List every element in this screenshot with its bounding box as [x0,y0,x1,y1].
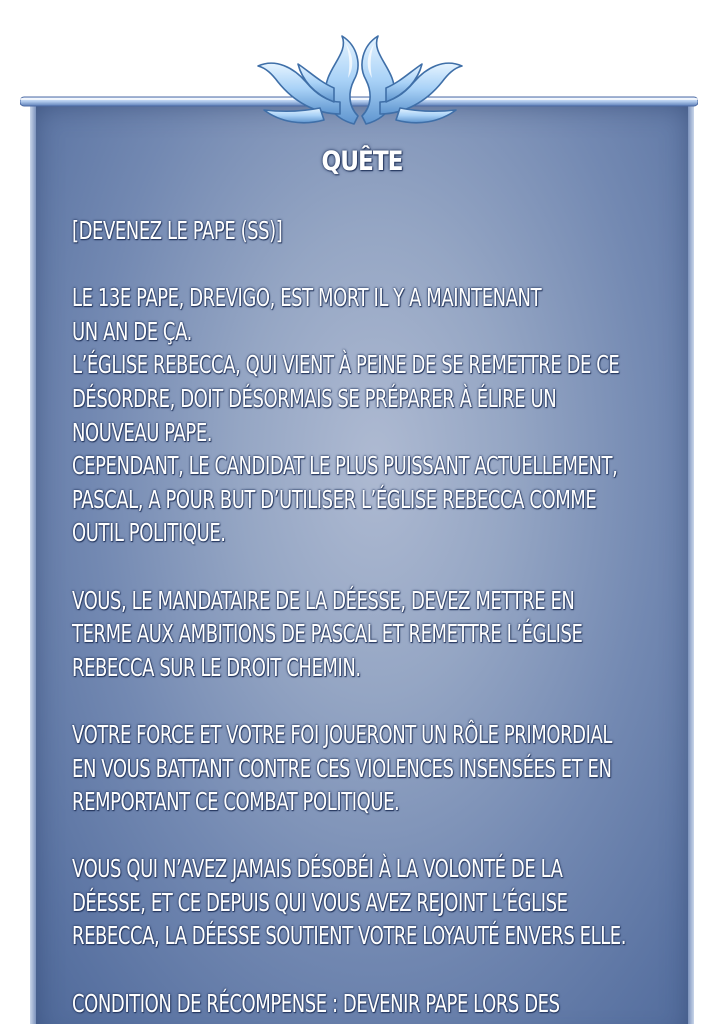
quest-text-line: L’ÉGLISE REBECCA, QUI VIENT À PEINE DE SE REMETTRE DE CE [72,350,620,380]
quest-text-line: VOUS QUI N’AVEZ JAMAIS DÉSOBÉI À LA VOLONTÉ DE LA [72,854,563,884]
quest-text-line: VOUS, LE MANDATAIRE DE LA DÉESSE, DEVEZ METTRE EN [72,585,575,615]
spacer [72,819,533,853]
panel-right-edge [688,104,694,1024]
quest-text-line: EN VOUS BATTANT CONTRE CES VIOLENCES INSENSÉES ET EN [72,753,612,783]
quest-text-line: LE 13E PAPE, DREVIGO, EST MORT IL Y A MAINTENANT [72,283,542,313]
quest-text-line: UN AN DE ÇA. [72,316,192,346]
spacer [72,684,533,718]
quest-text-line: DÉSORDRE, DOIT DÉSORMAIS SE PRÉPARER À ÉLIRE UN [72,383,557,413]
quest-text-line: NOUVEAU PAPE. [72,417,213,447]
quest-heading: QUÊTE [321,146,403,177]
spacer [72,248,533,282]
quest-name: [DEVENEZ LE PAPE (SS)] [72,216,283,245]
quest-text-line: REMPORTANT CE COMBAT POLITIQUE. [72,787,400,817]
quest-text-line: OUTIL POLITIQUE. [72,518,226,548]
winged-crest-ornament-icon [236,28,484,132]
quest-text-line: REBECCA SUR LE DROIT CHEMIN. [72,652,361,682]
spacer [72,550,533,584]
spacer [72,953,533,987]
quest-text-line: CEPENDANT, LE CANDIDAT LE PLUS PUISSANT ACTUELLEMENT, [72,451,618,481]
quest-reward-condition: CONDITION DE RÉCOMPENSE : DEVENIR PAPE LORS DES [72,988,560,1018]
quest-text-line: PASCAL, A POUR BUT D’UTILISER L’ÉGLISE REBECCA COMME [72,484,597,514]
quest-text-line: REBECCA, LA DÉESSE SOUTIENT VOTRE LOYAUTÉ ENVERS ELLE. [72,921,627,951]
quest-text-line: VOTRE FORCE ET VOTRE FOI JOUERONT UN RÔLE PRIMORDIAL [72,719,612,749]
quest-text-line: DÉESSE, ET CE DEPUIS QUI VOUS AVEZ REJOINT L’ÉGLISE [72,887,568,917]
panel-left-edge [30,104,36,1024]
quest-body [72,214,627,1020]
quest-text-line: TERME AUX AMBITIONS DE PASCAL ET REMETTRE L’ÉGLISE [72,619,583,649]
